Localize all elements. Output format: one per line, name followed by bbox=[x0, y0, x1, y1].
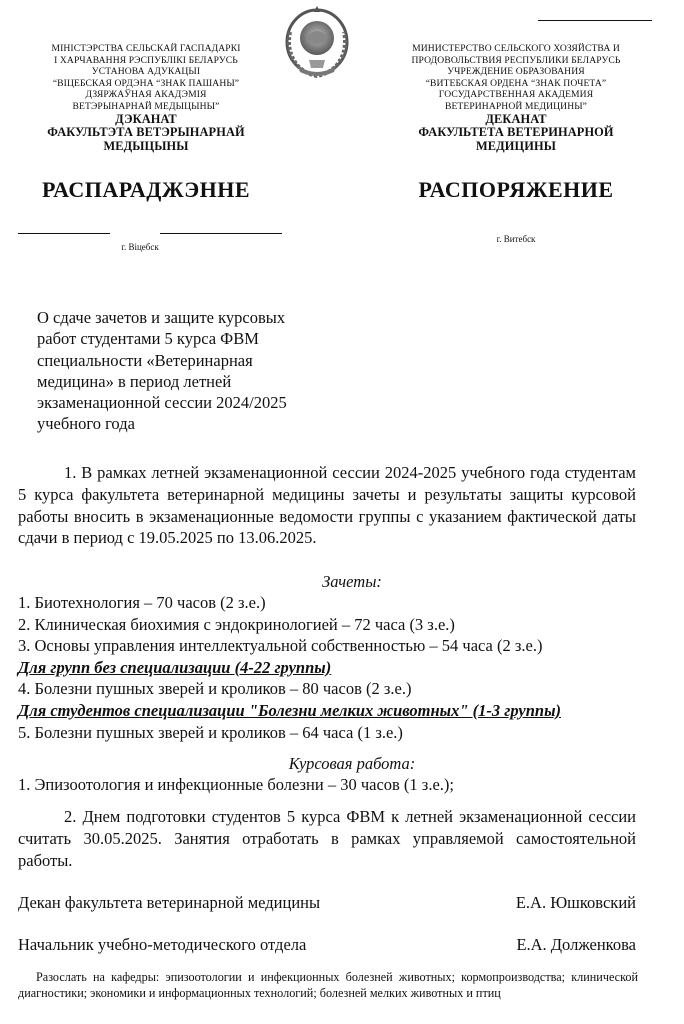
right-header-line: МИНИСТЕРСТВО СЕЛЬСКОГО ХОЗЯЙСТВА И bbox=[412, 43, 620, 54]
zachety-heading: Зачеты: bbox=[322, 572, 382, 591]
right-header-block bbox=[380, 43, 652, 154]
left-document-title: РАСПАРАДЖЭННЕ bbox=[41, 177, 251, 202]
signature-methodical-head bbox=[18, 935, 636, 955]
zachety-item: 2. Клиническая биохимия с эндокринологией – 72 часа (3 з.е.) bbox=[18, 614, 455, 634]
left-header-line: УСТАНОВА АДУКАЦЫІ bbox=[91, 66, 201, 78]
left-header-line: І ХАРЧАВАННЯ РЭСПУБЛІКІ БЕЛАРУСЬ bbox=[54, 54, 238, 66]
subject-line: медицина» в период летней bbox=[37, 371, 232, 391]
zachety-item: 4. Болезни пушных зверей и кроликов – 80 часов (2 з.е.) bbox=[18, 679, 412, 699]
signature-name: Е.А. Долженкова bbox=[516, 935, 636, 954]
right-city: г. Витебск bbox=[496, 234, 536, 244]
coursework-heading: Курсовая работа: bbox=[288, 754, 416, 773]
zachety-list bbox=[18, 592, 658, 743]
group-heading-no-specialization: Для групп без специализации (4-22 группы) bbox=[18, 657, 332, 677]
distribution-list: Разослать на кафедры: эпизоотологии и инфекционных болезней животных; кормопроизводства; клинической диагностики; экономики и информационных технологий; болезней мелких животных и птиц bbox=[18, 970, 638, 1000]
group-heading-small-animals: Для студентов специализации "Болезни мелких животных" (1-3 группы) bbox=[18, 700, 562, 720]
right-header-line: ПРОДОВОЛЬСТВИЯ РЕСПУБЛИКИ БЕЛАРУСЬ bbox=[411, 54, 621, 66]
left-city: г. Віцебск bbox=[121, 242, 159, 252]
paragraph-1: 1. В рамках летней экзаменационной сессии 2024-2025 учебного года студентам 5 курса факультета ветеринарной медицины зачеты и результаты защиты курсовой работы вносить в экзаменационные ведомости группы с указанием фактической даты сдачи в период с 19.05.2025 по 13.06.2025. bbox=[18, 463, 636, 548]
right-document-title: РАСПОРЯЖЕНИЕ bbox=[418, 177, 614, 202]
subject-line: учебного года bbox=[37, 414, 135, 434]
zachety-item: 3. Основы управления интеллектуальной собственностью – 54 часа (2 з.е.) bbox=[18, 636, 543, 656]
top-right-blank-line bbox=[538, 20, 652, 21]
coat-of-arms-emblem bbox=[276, 2, 358, 80]
order-subject bbox=[37, 307, 337, 435]
right-header-line: ВЕТЕРИНАРНОЙ МЕДИЦИНЫ” bbox=[444, 100, 588, 112]
left-date-line bbox=[18, 233, 110, 234]
left-header-line: “ВІЦЕБСКАЯ ОРДЭНА “ЗНАК ПАШАНЫ” bbox=[52, 77, 240, 89]
right-header-deanery: ДЕКАНАТ bbox=[485, 111, 547, 126]
subject-line: О сдаче зачетов и защите курсовых bbox=[37, 308, 286, 327]
left-header-block bbox=[10, 43, 282, 154]
left-header-medicine: МЕДЫЦЫНЫ bbox=[103, 139, 189, 154]
subject-line: работ студентами 5 курса ФВМ bbox=[37, 329, 259, 349]
left-header-line: МІНІСТЭРСТВА СЕЛЬСКАЙ ГАСПАДАРКІ bbox=[51, 43, 241, 54]
subject-line: специальности «Ветеринарная bbox=[37, 350, 253, 370]
coursework-item: 1. Эпизоотология и инфекционные болезни – 30 часов (1 з.е.); bbox=[18, 775, 454, 794]
signature-name: Е.А. Юшковский bbox=[515, 893, 636, 912]
signature-dean bbox=[18, 893, 636, 913]
signature-position: Декан факультета ветеринарной медицины bbox=[18, 893, 321, 912]
left-header-deanery: ДЭКАНАТ bbox=[115, 111, 177, 126]
right-header-medicine: МЕДИЦИНЫ bbox=[475, 139, 556, 154]
paragraph-2: 2. Днем подготовки студентов 5 курса ФВМ к летней экзаменационной сессии считать 30.05.2025. Занятия отработать в рамках управляемой самостоятельной работы. bbox=[18, 807, 636, 870]
left-number-line bbox=[160, 233, 282, 234]
zachety-item: 5. Болезни пушных зверей и кроликов – 64 часа (1 з.е.) bbox=[18, 722, 403, 742]
right-header-faculty: ФАКУЛЬТЕТА ВЕТЕРИНАРНОЙ bbox=[418, 125, 614, 140]
subject-line: экзаменационной сессии 2024/2025 bbox=[37, 393, 287, 413]
left-header-line: ВЕТЭРЫНАРНАЙ МЕДЫЦЫНЫ” bbox=[72, 100, 220, 112]
right-header-line: “ВИТЕБСКАЯ ОРДЕНА “ЗНАК ПОЧЕТА” bbox=[425, 77, 607, 89]
right-header-line: УЧРЕЖДЕНИЕ ОБРАЗОВАНИЯ bbox=[447, 66, 585, 78]
right-header-line: ГОСУДАРСТВЕННАЯ АКАДЕМИЯ bbox=[438, 89, 594, 101]
left-header-line: ДЗЯРЖАЎНАЯ АКАДЭМІЯ bbox=[85, 89, 207, 101]
zachety-item: 1. Биотехнология – 70 часов (2 з.е.) bbox=[18, 593, 266, 612]
left-header-faculty: ФАКУЛЬТЭТА ВЕТЭРЫНАРНАЙ bbox=[47, 125, 245, 140]
signature-position: Начальник учебно-методического отдела bbox=[18, 935, 307, 954]
